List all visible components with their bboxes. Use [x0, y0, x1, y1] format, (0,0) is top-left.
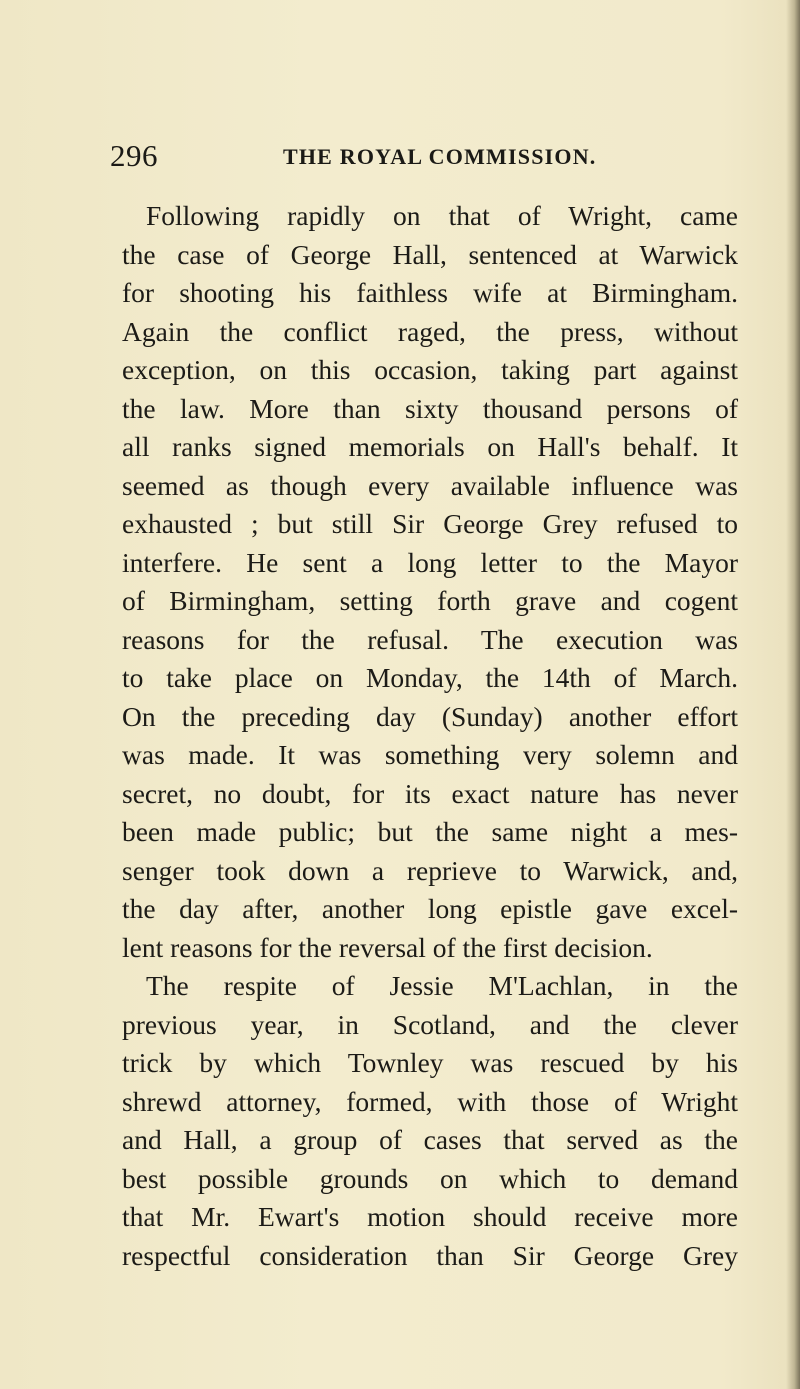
text-line: Following rapidly on that of Wright, came — [146, 200, 738, 231]
text-line: to take place on Monday, the 14th of March. — [122, 662, 738, 693]
text-line: the day after, another long epistle gave excel- — [122, 893, 738, 924]
text-line: The respite of Jessie M'Lachlan, in the — [146, 970, 738, 1001]
text-line: for shooting his faithless wife at Birmingham. — [122, 277, 738, 308]
text-line: seemed as though every available influence was — [122, 469, 738, 501]
text-line: lent reasons for the reversal of the first decision. — [122, 931, 653, 963]
page-header — [110, 138, 730, 178]
text-line: trick by which Townley was rescued by his — [122, 1047, 738, 1078]
text-line: secret, no doubt, for its exact nature has never — [122, 777, 738, 809]
page-number: 296 — [110, 138, 158, 173]
text-line: reasons for the refusal. The execution was — [122, 623, 738, 655]
text-line: interfere. He sent a long letter to the Mayor — [122, 546, 738, 578]
text-line: On the preceding day (Sunday) another effort — [122, 700, 738, 732]
running-head: THE ROYAL COMMISSION. — [283, 144, 597, 169]
text-line: that Mr. Ewart's motion should receive more — [122, 1201, 738, 1232]
text-line: respectful consideration than Sir George Grey — [122, 1239, 738, 1271]
text-line: senger took down a reprieve to Warwick, and, — [122, 854, 738, 886]
text-line: Again the conflict raged, the press, without — [122, 315, 738, 347]
text-line: exhausted ; but still Sir George Grey refused to — [122, 508, 738, 539]
text-line: was made. It was something very solemn and — [122, 739, 738, 770]
text-line: all ranks signed memorials on Hall's behalf. It — [122, 431, 738, 462]
text-line: the case of George Hall, sentenced at Warwick — [122, 238, 738, 270]
text-line: and Hall, a group of cases that served as the — [122, 1124, 738, 1155]
page-edge-shadow — [786, 0, 800, 1389]
text-line: previous year, in Scotland, and the clever — [122, 1008, 738, 1040]
text-line: been made public; but the same night a mes- — [122, 816, 738, 847]
text-line: exception, on this occasion, taking part against — [122, 354, 738, 385]
text-line: best possible grounds on which to demand — [122, 1162, 738, 1194]
body-text — [122, 197, 738, 1275]
text-line: the law. More than sixty thousand persons of — [122, 392, 738, 424]
text-line: of Birmingham, setting forth grave and cogent — [122, 585, 738, 616]
text-line: shrewd attorney, formed, with those of Wright — [122, 1085, 738, 1117]
